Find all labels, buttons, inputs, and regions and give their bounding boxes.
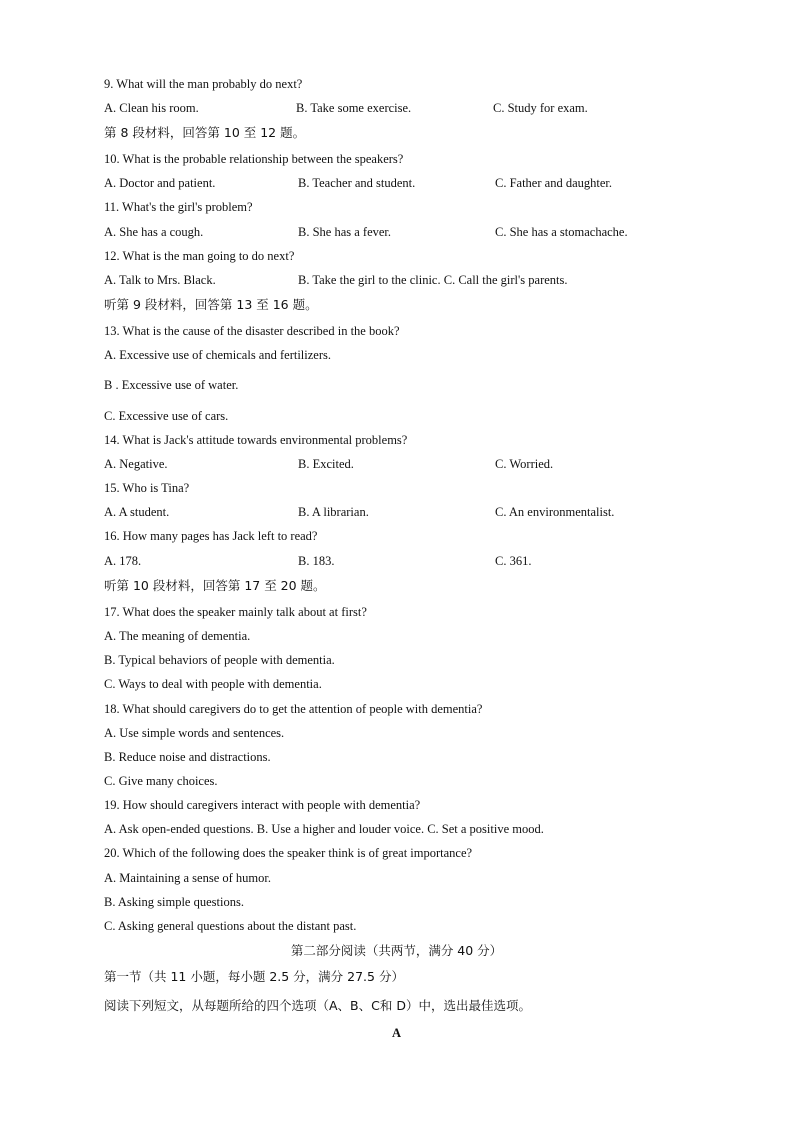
q9-option-a: A. Clean his room.	[104, 101, 199, 115]
q15-option-c: C. An environmentalist.	[495, 505, 615, 519]
q11-option-b: B. She has a fever.	[298, 225, 392, 239]
section-10-instruction: 听第 10 段材料，回答第 17 至 20 题。	[104, 578, 326, 593]
q13-option-c: C. Excessive use of cars.	[104, 409, 229, 423]
question-14: 14. What is Jack's attitude towards environmental problems?	[104, 433, 408, 447]
q15-option-b: B. A librarian.	[298, 505, 369, 519]
question-19: 19. How should caregivers interact with people with dementia?	[104, 798, 421, 812]
passage-letter: A	[391, 1026, 402, 1040]
q12-option-a: A. Talk to Mrs. Black.	[104, 273, 216, 287]
section-1-heading: 第一节（共 11 小题，每小题 2.5 分，满分 27.5 分）	[104, 969, 404, 984]
q11-option-c: C. She has a stomachache.	[495, 225, 628, 239]
q16-option-b: B. 183.	[298, 554, 335, 568]
section-9-instruction: 听第 9 段材料，回答第 13 至 16 题。	[104, 297, 318, 312]
question-20: 20. Which of the following does the speaker think is of great importance?	[104, 846, 473, 860]
question-16: 16. How many pages has Jack left to read?	[104, 529, 318, 543]
q17-option-c: C. Ways to deal with people with dementia.	[104, 677, 322, 691]
q20-option-b: B. Asking simple questions.	[104, 895, 244, 909]
q14-option-c: C. Worried.	[495, 457, 554, 471]
q11-option-a: A. She has a cough.	[104, 225, 204, 239]
q19-options: A. Ask open-ended questions. B. Use a higher and louder voice. C. Set a positive mood.	[104, 822, 544, 836]
q15-option-a: A. A student.	[104, 505, 170, 519]
reading-instructions: 阅读下列短文，从每题所给的四个选项（A、B、C和 D）中，选出最佳选项。	[104, 998, 531, 1013]
q18-option-a: A. Use simple words and sentences.	[104, 726, 285, 740]
question-18: 18. What should caregivers do to get the attention of people with dementia?	[104, 702, 483, 716]
q18-option-c: C. Give many choices.	[104, 774, 218, 788]
q13-option-a: A. Excessive use of chemicals and fertilizers.	[104, 348, 331, 362]
part-2-heading: 第二部分阅读（共两节，满分 40 分）	[290, 943, 503, 958]
q10-option-b: B. Teacher and student.	[298, 176, 416, 190]
q16-option-a: A. 178.	[104, 554, 142, 568]
q17-option-b: B. Typical behaviors of people with dementia.	[104, 653, 335, 667]
q16-option-c: C. 361.	[495, 554, 532, 568]
q17-option-a: A. The meaning of dementia.	[104, 629, 251, 643]
question-15: 15. Who is Tina?	[104, 481, 190, 495]
q12-option-b-c: B. Take the girl to the clinic. C. Call the girl's parents.	[298, 273, 568, 287]
question-9: 9. What will the man probably do next?	[104, 77, 303, 91]
question-10: 10. What is the probable relationship between the speakers?	[104, 152, 404, 166]
question-13: 13. What is the cause of the disaster described in the book?	[104, 324, 400, 338]
section-8-instruction: 第 8 段材料，回答第 10 至 12 题。	[104, 125, 306, 140]
q18-option-b: B. Reduce noise and distractions.	[104, 750, 271, 764]
q9-option-c: C. Study for exam.	[493, 101, 588, 115]
q20-option-a: A. Maintaining a sense of humor.	[104, 871, 271, 885]
q13-option-b: B . Excessive use of water.	[104, 378, 239, 392]
question-17: 17. What does the speaker mainly talk about at first?	[104, 605, 367, 619]
q14-option-a: A. Negative.	[104, 457, 168, 471]
q9-option-b: B. Take some exercise.	[296, 101, 412, 115]
question-11: 11. What's the girl's problem?	[104, 200, 253, 214]
q10-option-a: A. Doctor and patient.	[104, 176, 216, 190]
q20-option-c: C. Asking general questions about the distant past.	[104, 919, 357, 933]
question-12: 12. What is the man going to do next?	[104, 249, 295, 263]
q14-option-b: B. Excited.	[298, 457, 354, 471]
q10-option-c: C. Father and daughter.	[495, 176, 612, 190]
